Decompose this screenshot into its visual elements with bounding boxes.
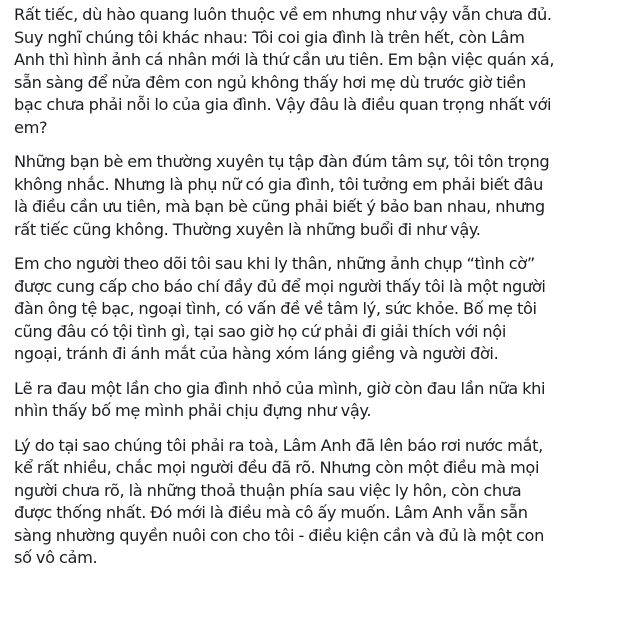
text-line: sẵn sàng để nửa đêm con ngủ không thấy hơi mẹ dù trước giờ tiền xyxy=(14,72,526,92)
text-line: bạc chưa phải nỗi lo của gia đình. Vậy đâu là điều quan trọng nhất với xyxy=(14,95,552,114)
text-line: em? xyxy=(14,117,48,137)
paragraph-5 xyxy=(14,435,609,570)
text-line: được cung cấp cho báo chí đầy đủ để mọi người thấy tôi là một người xyxy=(14,276,546,296)
text-line: Anh thì hình ảnh cá nhân mới là thứ cần ưu tiên. Em bận việc quán xá, xyxy=(14,50,555,69)
text-line: Rất tiếc, dù hào quang luôn thuộc về em nhưng như vậy vẫn chưa đủ. xyxy=(14,5,552,24)
text-line: nhìn thấy bố mẹ mình phải chịu đựng như vậy. xyxy=(14,401,372,420)
text-line: số vô cảm. xyxy=(14,548,98,567)
text-line: Những bạn bè em thường xuyên tụ tập đàn đúm tâm sự, tôi tôn trọng xyxy=(14,152,550,171)
text-line: người chưa rõ, là những thoả thuận phía sau việc ly hôn, còn chưa xyxy=(14,480,522,500)
text-line: đàn ông tệ bạc, ngoại tình, có vấn đề về tâm lý, sức khỏe. Bố mẹ tôi xyxy=(14,299,537,318)
text-line: Suy nghĩ chúng tôi khác nhau: Tôi coi gia đình là trên hết, còn Lâm xyxy=(14,27,525,47)
text-line: rất tiếc cũng không. Thường xuyên là những buổi đi như vậy. xyxy=(14,219,481,239)
paragraph-2 xyxy=(14,151,609,241)
text-line: Lý do tại sao chúng tôi phải ra toà, Lâm Anh đã lên báo rơi nước mắt, xyxy=(14,435,543,455)
paragraph-1 xyxy=(14,4,609,139)
text-line: Lẽ ra đau một lần cho gia đình nhỏ của mình, giờ còn đau lần nữa khi xyxy=(14,378,546,398)
text-line: cũng đâu có tội tình gì, tại sao giờ họ cứ phải đi giải thích với nội xyxy=(14,321,506,341)
text-line: là điều cần ưu tiên, mà bạn bè cũng phải biết ý bảo ban nhau, nhưng xyxy=(14,197,545,216)
text-line: không nhắc. Nhưng là phụ nữ có gia đình, tôi tưởng em phải biết đâu xyxy=(14,174,543,194)
text-line: kể rất nhiều, chắc mọi người đều đã rõ. Nhưng còn một điều mà mọi xyxy=(14,458,540,477)
text-line: Em cho người theo dõi tôi sau khi ly thân, những ảnh chụp “tình cờ” xyxy=(14,254,535,273)
paragraph-4 xyxy=(14,378,609,423)
text-line: ngoại, tránh đi ánh mắt của hàng xóm láng giềng và người đời. xyxy=(14,344,499,363)
post-body xyxy=(14,4,609,582)
text-line: sàng nhường quyền nuôi con cho tôi - điều kiện cần và đủ là một con xyxy=(14,525,545,545)
paragraph-3 xyxy=(14,253,609,366)
text-line: được thống nhất. Đó mới là điều mà cô ấy muốn. Lâm Anh vẫn sẵn xyxy=(14,503,528,522)
